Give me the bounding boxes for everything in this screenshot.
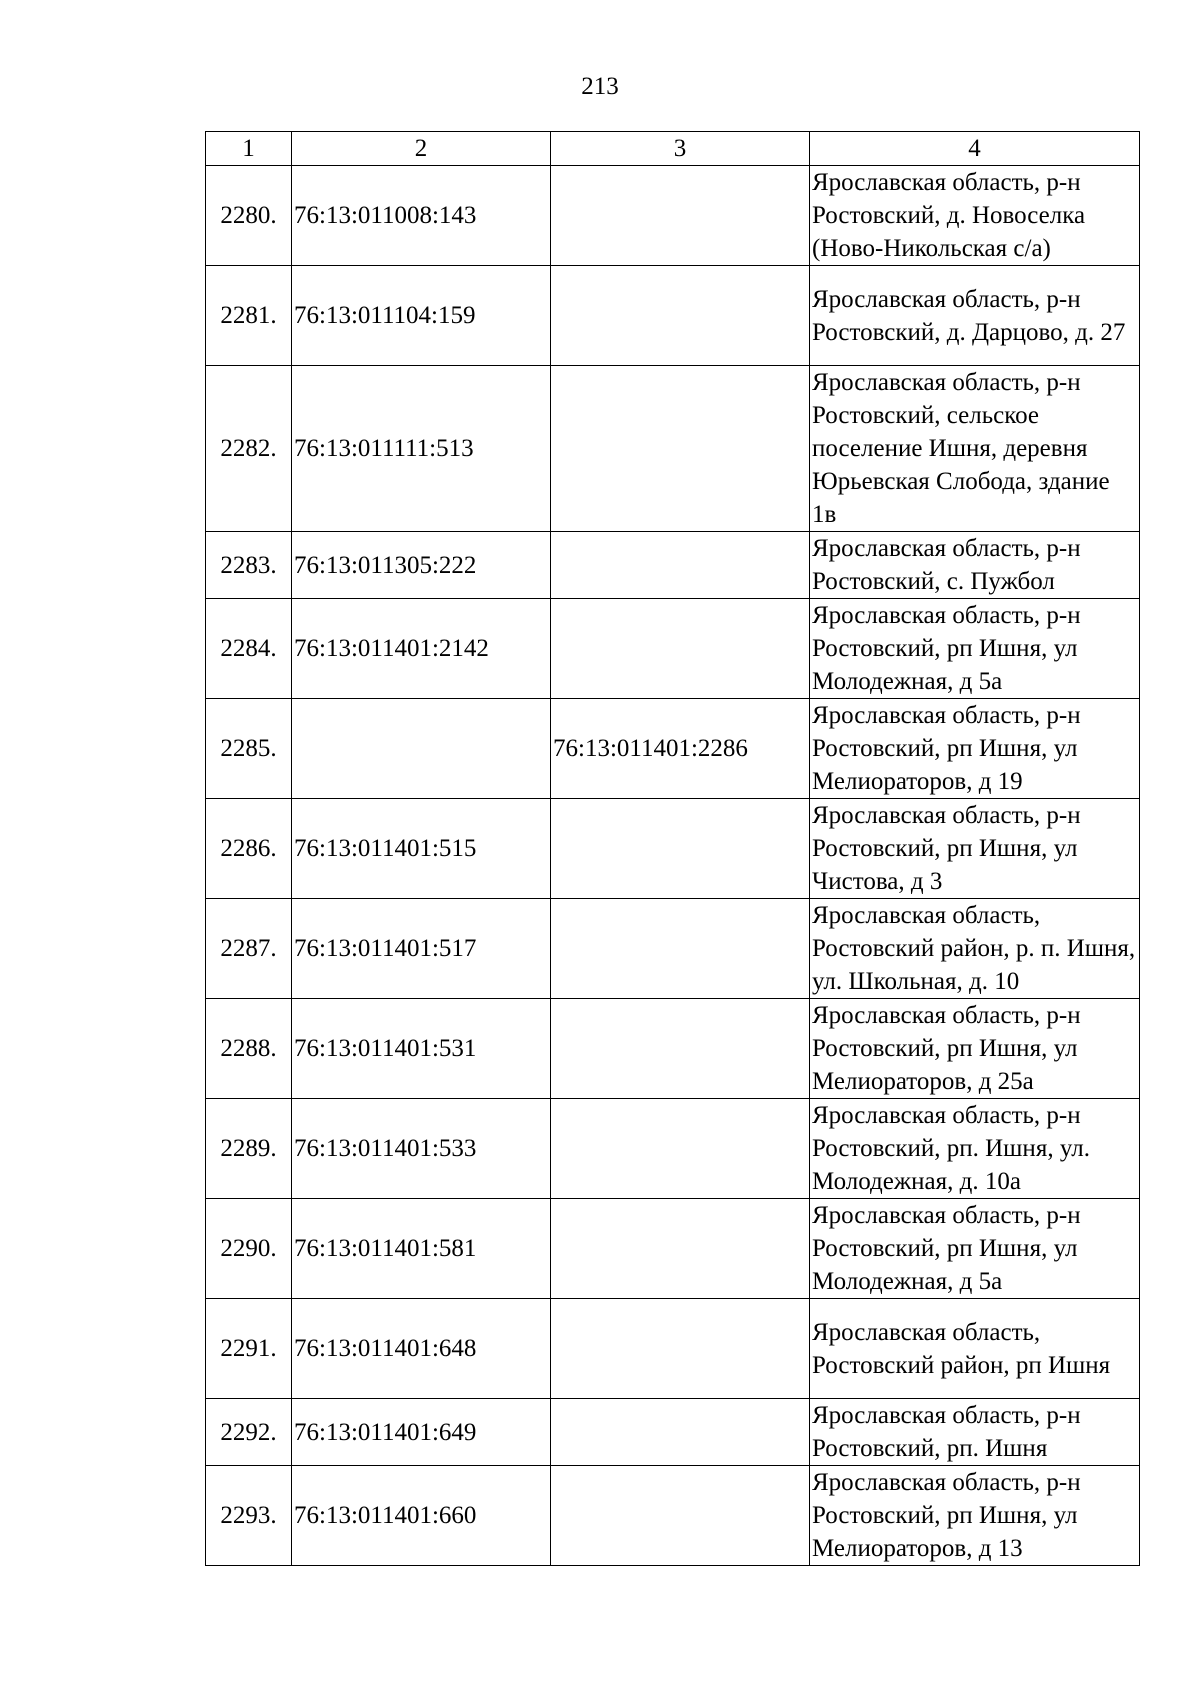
address-cell: Ярославская область, р-н Ростовский, д. Новоселка (Ново-Никольская с/а) xyxy=(810,166,1140,266)
address-cell: Ярославская область, р-н Ростовский, рп Ишня, ул Мелиораторов, д 25а xyxy=(810,999,1140,1099)
table-row xyxy=(206,1299,1140,1399)
row-number: 2290. xyxy=(206,1199,292,1299)
cadastral-number-alt xyxy=(551,1099,810,1199)
address-cell: Ярославская область, р-н Ростовский, рп Ишня, ул Мелиораторов, д 13 xyxy=(810,1466,1140,1566)
page-number: 213 xyxy=(581,73,619,100)
cadastral-number-alt xyxy=(551,599,810,699)
cadastral-number: 76:13:011104:159 xyxy=(292,266,551,366)
column-header-3: 3 xyxy=(551,132,810,166)
cadastral-number-alt xyxy=(551,799,810,899)
cadastral-number xyxy=(292,699,551,799)
cadastral-number: 76:13:011401:648 xyxy=(292,1299,551,1399)
cadastral-number: 76:13:011008:143 xyxy=(292,166,551,266)
cadastral-number-alt xyxy=(551,532,810,599)
address-cell: Ярославская область, р-н Ростовский, д. Дарцово, д. 27 xyxy=(810,266,1140,366)
cadastral-number: 76:13:011401:581 xyxy=(292,1199,551,1299)
cadastral-number-alt xyxy=(551,166,810,266)
table-row xyxy=(206,266,1140,366)
row-number: 2286. xyxy=(206,799,292,899)
address-cell: Ярославская область, р-н Ростовский, рп. Ишня, ул. Молодежная, д. 10а xyxy=(810,1099,1140,1199)
address-cell: Ярославская область, р-н Ростовский, рп Ишня, ул Молодежная, д 5а xyxy=(810,599,1140,699)
cadastral-number-alt xyxy=(551,1399,810,1466)
table-row xyxy=(206,1399,1140,1466)
column-header-1: 1 xyxy=(206,132,292,166)
table-row xyxy=(206,366,1140,532)
table-row xyxy=(206,1466,1140,1566)
address-cell: Ярославская область, Ростовский район, рп Ишня xyxy=(810,1299,1140,1399)
column-header-4: 4 xyxy=(810,132,1140,166)
row-number: 2289. xyxy=(206,1099,292,1199)
row-number: 2283. xyxy=(206,532,292,599)
table-row xyxy=(206,999,1140,1099)
table-row xyxy=(206,532,1140,599)
table-row xyxy=(206,599,1140,699)
row-number: 2285. xyxy=(206,699,292,799)
cadastral-number: 76:13:011401:533 xyxy=(292,1099,551,1199)
address-cell: Ярославская область, р-н Ростовский, рп. Ишня xyxy=(810,1399,1140,1466)
cadastral-number-alt xyxy=(551,999,810,1099)
row-number: 2284. xyxy=(206,599,292,699)
cadastral-number: 76:13:011401:660 xyxy=(292,1466,551,1566)
row-number: 2292. xyxy=(206,1399,292,1466)
row-number: 2287. xyxy=(206,899,292,999)
table-row xyxy=(206,699,1140,799)
cadastral-number-alt xyxy=(551,266,810,366)
table-row xyxy=(206,899,1140,999)
row-number: 2281. xyxy=(206,266,292,366)
cadastral-number-alt xyxy=(551,1299,810,1399)
cadastral-number-alt: 76:13:011401:2286 xyxy=(551,699,810,799)
address-cell: Ярославская область, Ростовский район, р. п. Ишня, ул. Школьная, д. 10 xyxy=(810,899,1140,999)
table-header-row xyxy=(206,132,1140,166)
cadastral-number: 76:13:011401:531 xyxy=(292,999,551,1099)
cadastral-number: 76:13:011401:515 xyxy=(292,799,551,899)
row-number: 2291. xyxy=(206,1299,292,1399)
cadastral-number: 76:13:011111:513 xyxy=(292,366,551,532)
cadastral-number: 76:13:011401:649 xyxy=(292,1399,551,1466)
table-row xyxy=(206,1099,1140,1199)
row-number: 2288. xyxy=(206,999,292,1099)
table-row xyxy=(206,166,1140,266)
cadastral-number-alt xyxy=(551,1199,810,1299)
row-number: 2282. xyxy=(206,366,292,532)
address-cell: Ярославская область, р-н Ростовский, сельское поселение Ишня, деревня Юрьевская Слобода, здание 1в xyxy=(810,366,1140,532)
address-cell: Ярославская область, р-н Ростовский, рп Ишня, ул Мелиораторов, д 19 xyxy=(810,699,1140,799)
cadastral-number-alt xyxy=(551,899,810,999)
cadastral-number: 76:13:011401:2142 xyxy=(292,599,551,699)
cadastral-number-alt xyxy=(551,366,810,532)
cadastral-number: 76:13:011305:222 xyxy=(292,532,551,599)
address-cell: Ярославская область, р-н Ростовский, с. Пужбол xyxy=(810,532,1140,599)
table-row xyxy=(206,1199,1140,1299)
column-header-2: 2 xyxy=(292,132,551,166)
address-cell: Ярославская область, р-н Ростовский, рп Ишня, ул Молодежная, д 5а xyxy=(810,1199,1140,1299)
address-cell: Ярославская область, р-н Ростовский, рп Ишня, ул Чистова, д 3 xyxy=(810,799,1140,899)
registry-table xyxy=(205,131,1140,1566)
row-number: 2293. xyxy=(206,1466,292,1566)
table-row xyxy=(206,799,1140,899)
row-number: 2280. xyxy=(206,166,292,266)
cadastral-number-alt xyxy=(551,1466,810,1566)
cadastral-number: 76:13:011401:517 xyxy=(292,899,551,999)
